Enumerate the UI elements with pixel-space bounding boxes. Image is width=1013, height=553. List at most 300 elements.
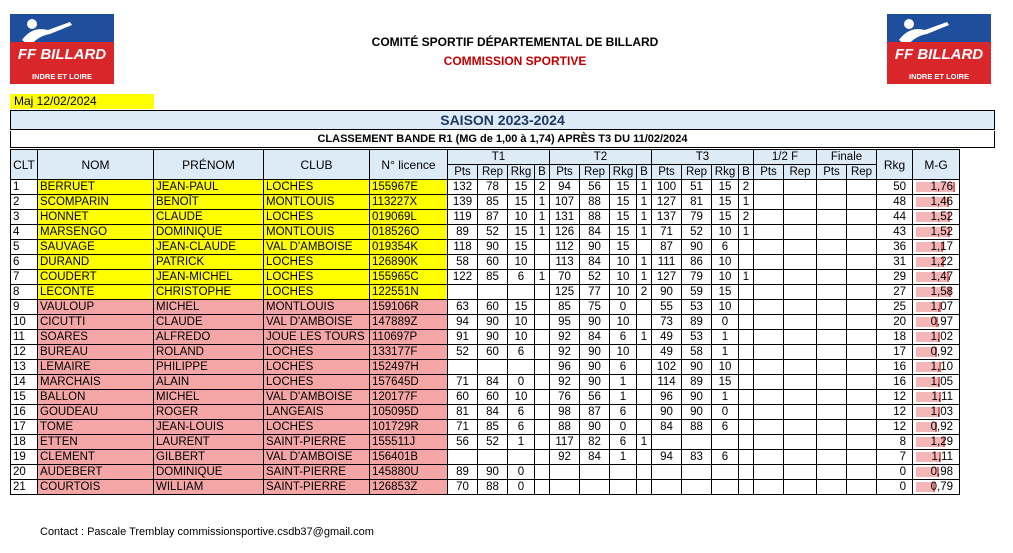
club-cell: LOCHES (264, 210, 370, 225)
t3-rkg-cell: 6 (712, 420, 739, 435)
table-row (11, 315, 960, 330)
t1-rep-cell: 88 (478, 480, 508, 495)
final-pts-cell (817, 210, 847, 225)
t1-b-cell (535, 435, 550, 450)
licence-cell: 145880U (370, 465, 448, 480)
t2-rep-cell: 82 (580, 435, 610, 450)
total-rkg-cell: 31 (877, 255, 913, 270)
table-row (11, 300, 960, 315)
table-row (11, 420, 960, 435)
t1-b-cell (535, 255, 550, 270)
mg-value: 1,11 (931, 451, 953, 463)
mg-cell (913, 345, 960, 360)
final-pts-cell (817, 300, 847, 315)
t1-pts-cell: 71 (448, 375, 478, 390)
semi-rep-cell (784, 390, 817, 405)
rank-cell: 3 (11, 210, 38, 225)
last-name-cell: COUDERT (38, 270, 154, 285)
semi-pts-cell (754, 480, 784, 495)
t2-rep-cell: 84 (580, 450, 610, 465)
licence-cell: 110697P (370, 330, 448, 345)
final-pts-cell (817, 240, 847, 255)
t1-pts-cell: 139 (448, 195, 478, 210)
t1-rkg-cell: 6 (508, 420, 535, 435)
t3-rep-cell: 79 (682, 210, 712, 225)
licence-cell: 019354K (370, 240, 448, 255)
t3-b-cell (739, 345, 754, 360)
t1-pts-cell: 81 (448, 405, 478, 420)
t2-pts-cell: 92 (550, 345, 580, 360)
licence-cell: 122551N (370, 285, 448, 300)
contact-line: Contact : Pascale Tremblay commissionsportive.csdb37@gmail.com (40, 526, 374, 538)
header-final: Finale (817, 150, 877, 165)
semi-rep-cell (784, 360, 817, 375)
t3-b-cell: 1 (739, 225, 754, 240)
semi-rep-cell (784, 255, 817, 270)
first-name-cell: WILLIAM (154, 480, 264, 495)
last-name-cell: CLEMENT (38, 450, 154, 465)
first-name-cell: BENOÎT (154, 195, 264, 210)
mg-value: 1,46 (930, 196, 953, 208)
t1-b-cell (535, 480, 550, 495)
semi-pts-cell (754, 240, 784, 255)
t3-b-cell (739, 390, 754, 405)
t3-b-cell (739, 405, 754, 420)
t2-rep-cell: 90 (580, 420, 610, 435)
semi-rep-cell (784, 285, 817, 300)
final-pts-cell (817, 225, 847, 240)
t3-pts-cell: 127 (652, 195, 682, 210)
table-row (11, 405, 960, 420)
t2-pts-cell: 88 (550, 420, 580, 435)
t2-rep-cell: 90 (580, 345, 610, 360)
licence-cell: 113227X (370, 195, 448, 210)
t2-pts-cell: 92 (550, 330, 580, 345)
t2-rkg-cell: 15 (610, 210, 637, 225)
semi-pts-cell (754, 225, 784, 240)
final-pts-cell (817, 465, 847, 480)
final-rep-cell (847, 465, 877, 480)
total-rkg-cell: 8 (877, 435, 913, 450)
mg-value: 1,03 (930, 406, 953, 418)
mg-cell (913, 195, 960, 210)
t3-rep-cell: 52 (682, 225, 712, 240)
t3-pts-cell (652, 435, 682, 450)
final-pts-cell (817, 435, 847, 450)
header-licence: N° licence (370, 150, 448, 180)
club-cell: LOCHES (264, 345, 370, 360)
t2-rep-cell: 56 (580, 390, 610, 405)
last-name-cell: BALLON (38, 390, 154, 405)
last-name-cell: CICUTTI (38, 315, 154, 330)
t3-b-cell (739, 360, 754, 375)
svg-text:INDRE ET LOIRE: INDRE ET LOIRE (31, 72, 93, 81)
t1-pts-cell: 118 (448, 240, 478, 255)
mg-value: 0,79 (930, 481, 953, 493)
final-pts-cell (817, 270, 847, 285)
t1-pts-cell: 119 (448, 210, 478, 225)
t2-rkg-cell: 1 (610, 375, 637, 390)
t3-rep-cell: 90 (682, 360, 712, 375)
t3-rkg-cell: 10 (712, 300, 739, 315)
t3-rkg-cell (712, 435, 739, 450)
t1-b-cell: 1 (535, 195, 550, 210)
t3-pts-cell: 127 (652, 270, 682, 285)
last-name-cell: DURAND (38, 255, 154, 270)
t2-rep-cell: 90 (580, 315, 610, 330)
t2-b-cell: 1 (637, 180, 652, 195)
t3-pts-cell: 55 (652, 300, 682, 315)
t2-b-cell (637, 450, 652, 465)
t3-b-cell: 1 (739, 270, 754, 285)
t3-rkg-cell: 0 (712, 405, 739, 420)
subheader-t3-rep: Rep (682, 165, 712, 180)
t3-rkg-cell: 10 (712, 225, 739, 240)
club-cell: SAINT-PIERRE (264, 435, 370, 450)
licence-cell: 019069L (370, 210, 448, 225)
club-cell: MONTLOUIS (264, 225, 370, 240)
final-pts-cell (817, 450, 847, 465)
total-rkg-cell: 0 (877, 465, 913, 480)
t1-pts-cell: 89 (448, 225, 478, 240)
t1-pts-cell (448, 285, 478, 300)
last-name-cell: GOUDEAU (38, 405, 154, 420)
t1-pts-cell: 60 (448, 390, 478, 405)
t1-b-cell (535, 330, 550, 345)
subheader-final-rep: Rep (847, 165, 877, 180)
t2-rkg-cell: 6 (610, 435, 637, 450)
t2-pts-cell: 117 (550, 435, 580, 450)
semi-pts-cell (754, 270, 784, 285)
header-nom: NOM (38, 150, 154, 180)
first-name-cell: GILBERT (154, 450, 264, 465)
final-pts-cell (817, 195, 847, 210)
t1-pts-cell: 122 (448, 270, 478, 285)
season-title: SAISON 2023-2024 (10, 110, 995, 130)
mg-cell (913, 480, 960, 495)
org-title: COMITÉ SPORTIF DÉPARTEMENTAL DE BILLARD (371, 35, 659, 49)
final-pts-cell (817, 420, 847, 435)
first-name-cell: MICHEL (154, 300, 264, 315)
mg-cell (913, 375, 960, 390)
club-cell: VAL D'AMBOISE (264, 240, 370, 255)
t3-rkg-cell: 15 (712, 375, 739, 390)
t2-b-cell (637, 315, 652, 330)
t2-b-cell: 1 (637, 210, 652, 225)
licence-cell: 152497H (370, 360, 448, 375)
t2-rkg-cell: 0 (610, 300, 637, 315)
t1-rep-cell: 90 (478, 240, 508, 255)
table-row (11, 480, 960, 495)
licence-cell: 126890K (370, 255, 448, 270)
final-rep-cell (847, 195, 877, 210)
t3-rep-cell: 53 (682, 300, 712, 315)
semi-pts-cell (754, 360, 784, 375)
mg-cell (913, 360, 960, 375)
ranking-rows (11, 180, 960, 495)
header-semi-final: 1/2 F (754, 150, 817, 165)
t3-rep-cell: 90 (682, 405, 712, 420)
total-rkg-cell: 16 (877, 360, 913, 375)
rank-cell: 21 (11, 480, 38, 495)
mg-value: 1,22 (930, 256, 953, 268)
t1-rep-cell: 52 (478, 225, 508, 240)
t1-rkg-cell: 10 (508, 390, 535, 405)
t2-b-cell: 1 (637, 255, 652, 270)
t2-rkg-cell: 10 (610, 345, 637, 360)
table-row (11, 390, 960, 405)
t1-rep-cell: 84 (478, 405, 508, 420)
final-rep-cell (847, 240, 877, 255)
t2-rep-cell: 90 (580, 360, 610, 375)
t2-rkg-cell: 10 (610, 270, 637, 285)
total-rkg-cell: 50 (877, 180, 913, 195)
t3-rkg-cell: 1 (712, 330, 739, 345)
first-name-cell: DOMINIQUE (154, 225, 264, 240)
t1-rkg-cell: 0 (508, 465, 535, 480)
first-name-cell: LAURENT (154, 435, 264, 450)
subheader-t1-pts: Pts (448, 165, 478, 180)
club-cell: LOCHES (264, 375, 370, 390)
final-rep-cell (847, 345, 877, 360)
t2-rkg-cell: 10 (610, 255, 637, 270)
t2-pts-cell: 112 (550, 240, 580, 255)
t1-rep-cell: 85 (478, 420, 508, 435)
total-rkg-cell: 25 (877, 300, 913, 315)
t3-b-cell (739, 285, 754, 300)
t3-b-cell (739, 435, 754, 450)
t1-pts-cell (448, 360, 478, 375)
semi-pts-cell (754, 420, 784, 435)
total-rkg-cell: 36 (877, 240, 913, 255)
table-row (11, 345, 960, 360)
semi-rep-cell (784, 240, 817, 255)
subheader-t3-pts: Pts (652, 165, 682, 180)
first-name-cell: JEAN-LOUIS (154, 420, 264, 435)
total-rkg-cell: 12 (877, 390, 913, 405)
first-name-cell: JEAN-CLAUDE (154, 240, 264, 255)
t2-rep-cell (580, 465, 610, 480)
t2-rkg-cell: 15 (610, 240, 637, 255)
subheader-t2-pts: Pts (550, 165, 580, 180)
semi-pts-cell (754, 300, 784, 315)
total-rkg-cell: 44 (877, 210, 913, 225)
t3-rep-cell: 89 (682, 315, 712, 330)
t3-rep-cell (682, 435, 712, 450)
final-rep-cell (847, 225, 877, 240)
t1-b-cell (535, 300, 550, 315)
t1-rep-cell (478, 360, 508, 375)
t1-rkg-cell: 0 (508, 480, 535, 495)
last-name-cell: HONNET (38, 210, 154, 225)
t2-rkg-cell: 10 (610, 285, 637, 300)
t2-b-cell (637, 240, 652, 255)
licence-cell: 126853Z (370, 480, 448, 495)
t3-rep-cell: 88 (682, 420, 712, 435)
licence-cell: 155965C (370, 270, 448, 285)
header-clt: CLT (11, 150, 38, 180)
t2-rkg-cell: 6 (610, 330, 637, 345)
t3-b-cell (739, 450, 754, 465)
last-name-cell: ETTEN (38, 435, 154, 450)
table-row (11, 270, 960, 285)
t1-b-cell (535, 405, 550, 420)
semi-pts-cell (754, 210, 784, 225)
header-t2: T2 (550, 150, 652, 165)
t2-pts-cell: 113 (550, 255, 580, 270)
last-name-cell: TOME (38, 420, 154, 435)
subheader-semi-pts: Pts (754, 165, 784, 180)
subheader-t3-b: B (739, 165, 754, 180)
licence-cell: 147889Z (370, 315, 448, 330)
t1-pts-cell: 63 (448, 300, 478, 315)
t2-b-cell (637, 420, 652, 435)
mg-cell (913, 255, 960, 270)
t2-b-cell (637, 465, 652, 480)
header-prenom: PRÉNOM (154, 150, 264, 180)
t2-rkg-cell (610, 465, 637, 480)
t3-b-cell (739, 375, 754, 390)
final-rep-cell (847, 330, 877, 345)
mg-cell (913, 465, 960, 480)
rank-cell: 2 (11, 195, 38, 210)
total-rkg-cell: 7 (877, 450, 913, 465)
rank-cell: 9 (11, 300, 38, 315)
last-name-cell: SOARES (38, 330, 154, 345)
t1-b-cell (535, 315, 550, 330)
t2-b-cell (637, 375, 652, 390)
t1-rep-cell (478, 450, 508, 465)
t3-rep-cell: 59 (682, 285, 712, 300)
first-name-cell: CLAUDE (154, 315, 264, 330)
club-cell: VAL D'AMBOISE (264, 390, 370, 405)
final-pts-cell (817, 405, 847, 420)
t3-rkg-cell: 10 (712, 360, 739, 375)
t3-pts-cell: 114 (652, 375, 682, 390)
total-rkg-cell: 16 (877, 375, 913, 390)
t2-b-cell (637, 480, 652, 495)
ranking-title: CLASSEMENT BANDE R1 (MG de 1,00 à 1,74) APRÈS T3 DU 11/02/2024 (10, 131, 995, 148)
subheader-t3-rkg: Rkg (712, 165, 739, 180)
t1-b-cell (535, 345, 550, 360)
first-name-cell: CHRISTOPHE (154, 285, 264, 300)
mg-cell (913, 420, 960, 435)
header-rkg: Rkg (877, 150, 913, 180)
subheader-t2-rep: Rep (580, 165, 610, 180)
t1-rep-cell: 87 (478, 210, 508, 225)
t2-pts-cell: 126 (550, 225, 580, 240)
licence-cell: 133177F (370, 345, 448, 360)
t3-pts-cell (652, 480, 682, 495)
t3-rkg-cell: 10 (712, 270, 739, 285)
t3-rep-cell: 51 (682, 180, 712, 195)
t1-b-cell (535, 360, 550, 375)
t2-b-cell (637, 300, 652, 315)
club-cell: LOCHES (264, 255, 370, 270)
t3-rkg-cell: 6 (712, 450, 739, 465)
semi-pts-cell (754, 450, 784, 465)
first-name-cell: PHILIPPE (154, 360, 264, 375)
licence-cell: 155967E (370, 180, 448, 195)
final-rep-cell (847, 210, 877, 225)
t3-rkg-cell: 10 (712, 255, 739, 270)
club-cell: MONTLOUIS (264, 195, 370, 210)
ff-billard-logo-left (10, 14, 114, 84)
t2-b-cell: 1 (637, 270, 652, 285)
licence-cell: 101729R (370, 420, 448, 435)
rank-cell: 7 (11, 270, 38, 285)
first-name-cell: JEAN-PAUL (154, 180, 264, 195)
mg-cell (913, 270, 960, 285)
first-name-cell: ROGER (154, 405, 264, 420)
final-rep-cell (847, 270, 877, 285)
semi-pts-cell (754, 180, 784, 195)
svg-text:FF BILLARD: FF BILLARD (894, 46, 984, 63)
semi-rep-cell (784, 300, 817, 315)
mg-cell (913, 450, 960, 465)
rank-cell: 5 (11, 240, 38, 255)
t1-pts-cell: 94 (448, 315, 478, 330)
t2-b-cell: 1 (637, 330, 652, 345)
t3-pts-cell: 84 (652, 420, 682, 435)
final-pts-cell (817, 330, 847, 345)
mg-value: 1,76 (930, 181, 953, 193)
t1-rep-cell (478, 285, 508, 300)
t2-pts-cell: 92 (550, 375, 580, 390)
mg-value: 1,07 (930, 301, 953, 313)
t2-rep-cell: 77 (580, 285, 610, 300)
t3-rep-cell: 83 (682, 450, 712, 465)
rank-cell: 15 (11, 390, 38, 405)
t3-rep-cell: 53 (682, 330, 712, 345)
t1-rkg-cell: 15 (508, 300, 535, 315)
t1-rep-cell: 52 (478, 435, 508, 450)
final-rep-cell (847, 375, 877, 390)
t1-b-cell: 1 (535, 210, 550, 225)
mg-value: 1,29 (930, 436, 953, 448)
semi-rep-cell (784, 465, 817, 480)
licence-cell: 120177F (370, 390, 448, 405)
t1-rep-cell: 90 (478, 330, 508, 345)
final-rep-cell (847, 420, 877, 435)
total-rkg-cell: 12 (877, 420, 913, 435)
t3-b-cell: 1 (739, 195, 754, 210)
final-pts-cell (817, 255, 847, 270)
t2-pts-cell: 98 (550, 405, 580, 420)
rank-cell: 14 (11, 375, 38, 390)
rank-cell: 8 (11, 285, 38, 300)
t1-rep-cell: 85 (478, 195, 508, 210)
t3-pts-cell: 102 (652, 360, 682, 375)
mg-cell (913, 405, 960, 420)
total-rkg-cell: 18 (877, 330, 913, 345)
t2-rep-cell: 75 (580, 300, 610, 315)
t1-rep-cell: 60 (478, 300, 508, 315)
t3-rkg-cell: 1 (712, 345, 739, 360)
t3-pts-cell: 90 (652, 405, 682, 420)
t2-rkg-cell: 15 (610, 180, 637, 195)
licence-cell: 159106R (370, 300, 448, 315)
t2-rep-cell: 84 (580, 255, 610, 270)
table-row (11, 285, 960, 300)
rank-cell: 20 (11, 465, 38, 480)
t3-b-cell: 2 (739, 180, 754, 195)
t1-rkg-cell: 6 (508, 270, 535, 285)
header-t1: T1 (448, 150, 550, 165)
t3-b-cell (739, 420, 754, 435)
t1-rkg-cell: 6 (508, 345, 535, 360)
t2-pts-cell: 131 (550, 210, 580, 225)
